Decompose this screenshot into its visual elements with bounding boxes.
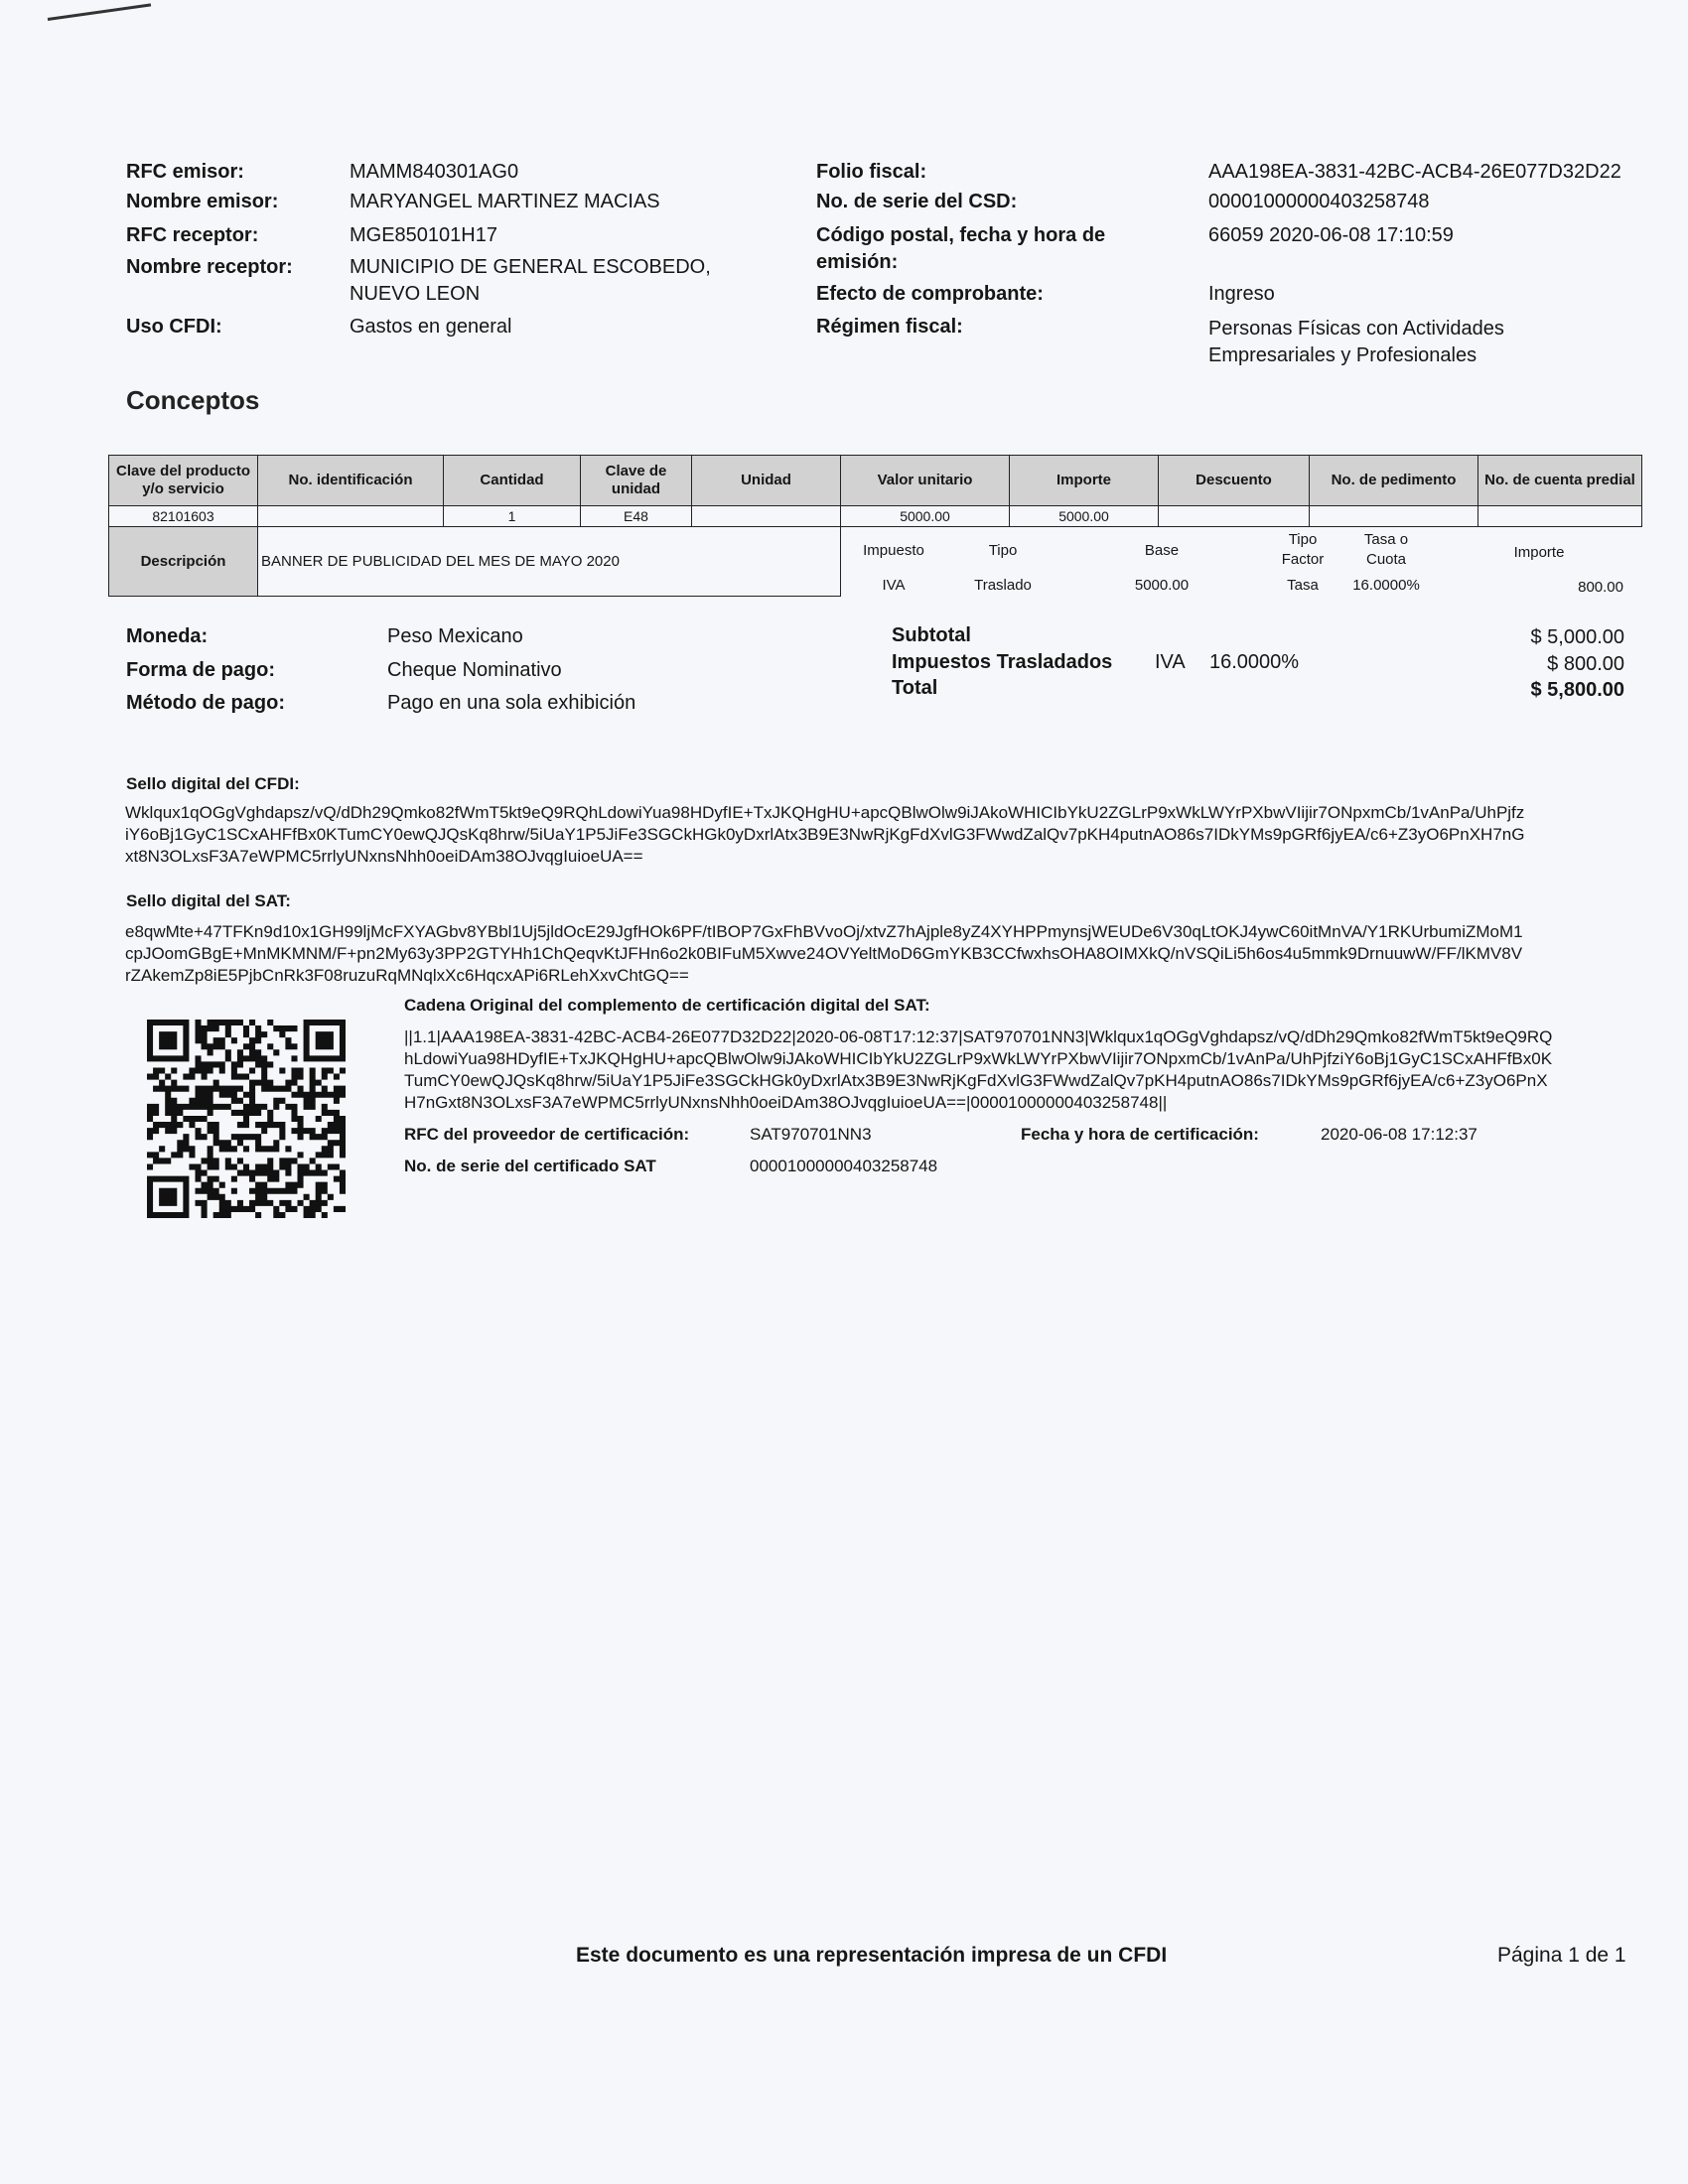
forma-pago-value: Cheque Nominativo <box>387 659 562 681</box>
sello-sat-value: e8qwMte+47TFKn9d10x1GH99ljMcFXYAGbv8YBbl1Uj5jldOcE29JgfHOk6PF/tIBOP7GxFhBVvoOj/xtvZ7hAjple8yZ4XYHPPmynsjWEUDe6V30qLtOKJ4ywC60itMnVA/Y1RKUrbumiZMoM1 cpJOomGBgE+MnMKMNM/F+pn2My63y3PP2GTYHh1ChQeqvKtJFHn6o2k0BIFuM5Xwve24OVYeltMoD6GmYKB3CCfwxhsOHA8OIMXkQ/nVSQiLi5h6os4u5mmk9DrnuuwW/FF/lKMV8V rZAkemZp8iE5PjbCnRk3F08ruzuRqMNqlxXc6HqcxAPi6RLehXxvChtGQ== <box>125 922 1523 985</box>
conceptos-table <box>108 455 1642 597</box>
impuestos-tipo: IVA <box>1155 651 1186 673</box>
cell-unidad <box>692 506 841 527</box>
efecto-comprobante-value: Ingreso <box>1208 283 1275 305</box>
folio-fiscal-label: Folio fiscal: <box>816 161 927 183</box>
header-unidad: Unidad <box>692 456 841 506</box>
cell-pedimento <box>1310 506 1478 527</box>
footer-note: Este documento es una representación impresa de un CFDI <box>576 1944 1168 1967</box>
cell-descuento <box>1159 506 1310 527</box>
total-label: Total <box>892 677 938 699</box>
subtotal-value: $ 5,000.00 <box>1530 626 1624 648</box>
pen-mark <box>48 3 151 21</box>
tax-impuesto: IVA <box>882 577 906 594</box>
conceptos-header-row <box>109 456 1642 506</box>
tax-tipo: Traslado <box>974 577 1032 594</box>
rfc-receptor-label: RFC receptor: <box>126 224 259 246</box>
page-number: Página 1 de 1 <box>1497 1944 1626 1967</box>
header-no-identificacion: No. identificación <box>258 456 444 506</box>
impuestos-trasladados-label: Impuestos Trasladados <box>892 651 1113 673</box>
header-clave-producto: Clave del producto y/o servicio <box>109 456 258 506</box>
tax-tipo-factor: Tasa <box>1287 577 1319 594</box>
cell-clave: 82101603 <box>109 506 258 527</box>
cell-clave-unidad: E48 <box>581 506 692 527</box>
regimen-fiscal-value-line2: Empresariales y Profesionales <box>1208 344 1477 366</box>
impuestos-tasa: 16.0000% <box>1209 651 1300 673</box>
rfc-proveedor-value: SAT970701NN3 <box>750 1125 872 1144</box>
tax-header-base: Base <box>1144 542 1180 559</box>
folio-fiscal-value: AAA198EA-3831-42BC-ACB4-26E077D32D22 <box>1208 161 1621 183</box>
rfc-emisor-label: RFC emisor: <box>126 161 244 183</box>
tax-importe: 800.00 <box>1578 579 1623 596</box>
moneda-label: Moneda: <box>126 625 209 647</box>
descripcion-value: BANNER DE PUBLICIDAD DEL MES DE MAYO 2020 <box>258 527 841 597</box>
header-descuento: Descuento <box>1159 456 1310 506</box>
rfc-proveedor-label: RFC del proveedor de certificación: <box>404 1125 690 1144</box>
forma-pago-label: Forma de pago: <box>126 659 276 681</box>
tax-header-importe: Importe <box>1513 544 1565 561</box>
serie-csd-value: 00001000000403258748 <box>1208 191 1430 212</box>
subtotal-label: Subtotal <box>892 624 971 646</box>
nombre-receptor-label: Nombre receptor: <box>126 256 293 278</box>
cadena-value: ||1.1|AAA198EA-3831-42BC-ACB4-26E077D32D22|2020-06-08T17:12:37|SAT970701NN3|Wklqux1qOGgVghdapsz/vQ/dDh29Qmko82fWmT5kt9eQ9RQ hLdowiYua98HDyfIE+TxJKQHgHU+apcQBlwOlw9iJAkoWHICIbYkU2ZGLrP9xWkLWYrPXbwVIijir7ONpxmCb/1vAnPa/UhPjfziY6oBj1GyC1SCxAHFfBx0K TumCY0ewQJQsKq8hrw/5iUaY1P5JiFe3SGCkHGk0yDxrlAtx3B9E3NwRjKgFdXvlG3FWwdZalQv7pKH4putnAO86s7IDkYMs9pGRf6jyEA/c6+Z3yO6PnX H7nGxt8N3OLxsF3A7eWPMC5rrlyUNxnsNhh0oeiDAm38OJvqgIuioeUA==|00001000000403258748|| <box>404 1027 1553 1112</box>
table-row <box>109 506 1642 527</box>
metodo-pago-label: Método de pago: <box>126 692 285 714</box>
conceptos-title: Conceptos <box>126 385 260 415</box>
codigo-postal-value: 66059 2020-06-08 17:10:59 <box>1208 224 1454 246</box>
efecto-comprobante-label: Efecto de comprobante: <box>816 283 1044 305</box>
cell-valor-unitario: 5000.00 <box>841 506 1010 527</box>
header-cuenta-predial: No. de cuenta predial <box>1478 456 1642 506</box>
tax-header-impuesto: Impuesto <box>863 542 924 559</box>
qr-code <box>145 1020 348 1218</box>
moneda-value: Peso Mexicano <box>387 625 523 647</box>
cell-importe: 5000.00 <box>1010 506 1159 527</box>
tax-tasa: 16.0000% <box>1352 577 1420 594</box>
uso-cfdi-label: Uso CFDI: <box>126 316 222 338</box>
serie-csd-label: No. de serie del CSD: <box>816 191 1018 212</box>
header-cantidad: Cantidad <box>444 456 581 506</box>
regimen-fiscal-label: Régimen fiscal: <box>816 316 963 338</box>
fecha-certificacion-label: Fecha y hora de certificación: <box>1021 1125 1259 1144</box>
header-clave-unidad: Clave de unidad <box>581 456 692 506</box>
tax-header-tipo-factor: Tipo Factor <box>1281 531 1325 568</box>
cell-predial <box>1478 506 1642 527</box>
tax-base: 5000.00 <box>1134 577 1190 594</box>
header-pedimento: No. de pedimento <box>1310 456 1478 506</box>
nombre-emisor-label: Nombre emisor: <box>126 191 279 212</box>
total-value: $ 5,800.00 <box>1530 679 1624 701</box>
tax-header-tasa: Tasa o Cuota <box>1363 531 1409 568</box>
codigo-postal-label-line2: emisión: <box>816 251 899 273</box>
impuestos-value: $ 800.00 <box>1547 653 1624 675</box>
nombre-receptor-value-line2: NUEVO LEON <box>350 283 481 305</box>
tax-header-tipo: Tipo <box>988 542 1018 559</box>
header-valor-unitario: Valor unitario <box>841 456 1010 506</box>
serie-certificado-sat-label: No. de serie del certificado SAT <box>404 1157 656 1175</box>
cell-no-id <box>258 506 444 527</box>
uso-cfdi-value: Gastos en general <box>350 316 512 338</box>
nombre-receptor-value-line1: MUNICIPIO DE GENERAL ESCOBEDO, <box>350 256 711 278</box>
rfc-receptor-value: MGE850101H17 <box>350 224 497 246</box>
fecha-certificacion-value: 2020-06-08 17:12:37 <box>1321 1125 1477 1144</box>
header-importe: Importe <box>1010 456 1159 506</box>
metodo-pago-value: Pago en una sola exhibición <box>387 692 636 714</box>
cell-cantidad: 1 <box>444 506 581 527</box>
regimen-fiscal-value-line1: Personas Físicas con Actividades <box>1208 318 1504 340</box>
sello-cfdi-value: Wklqux1qOGgVghdapsz/vQ/dDh29Qmko82fWmT5kt9eQ9RQhLdowiYua98HDyfIE+TxJKQHgHU+apcQBlwOlw9iJAkoWHICIbYkU2ZGLrP9xWkLWYrPXbwVIijir7ONpxmCb/1vAnPa/UhPjfz iY6oBj1GyC1SCxAHFfBx0KTumCY0ewQJQsKq8hrw/5iUaY1P5JiFe3SGCkHGk0yDxrlAtx3B9E3NwRjKgFdXvlG3FWwdZalQv7pKH4putnAO86s7IDkYMs9pGRf6jyEA/c6+Z3yO6PnXH7nG xt8N3OLxsF3A7eWPMC5rrlyUNxnsNhh0oeiDAm38OJvqgIuioeUA== <box>125 803 1525 866</box>
serie-certificado-sat-value: 00001000000403258748 <box>750 1157 938 1175</box>
cadena-label: Cadena Original del complemento de certificación digital del SAT: <box>404 996 930 1015</box>
nombre-emisor-value: MARYANGEL MARTINEZ MACIAS <box>350 191 660 212</box>
sello-sat-label: Sello digital del SAT: <box>126 891 291 910</box>
codigo-postal-label-line1: Código postal, fecha y hora de <box>816 224 1106 246</box>
descripcion-label: Descripción <box>109 527 258 597</box>
rfc-emisor-value: MAMM840301AG0 <box>350 161 519 183</box>
sello-cfdi-label: Sello digital del CFDI: <box>126 774 300 793</box>
